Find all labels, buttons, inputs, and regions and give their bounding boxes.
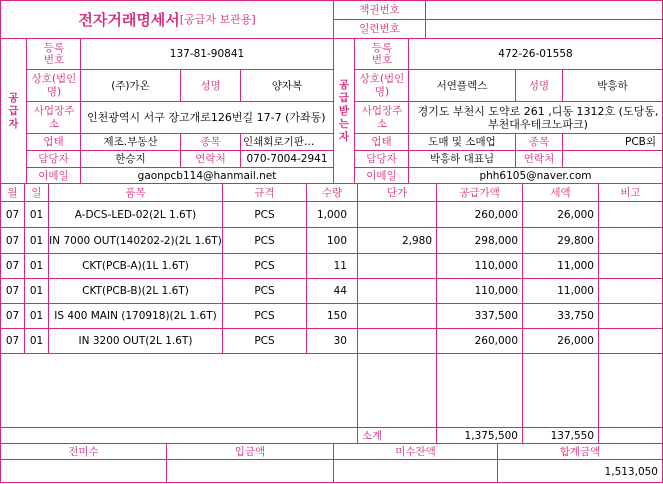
supplier-manager-label: 담당자 [38,153,69,165]
supplier-name-label: 상호(법인명) [31,72,77,98]
item-spec: PCS [254,285,275,297]
supplier-reg-no: 137-81-90841 [169,48,245,60]
col-item-header: 품목 [125,186,146,199]
item-month: 07 [5,335,20,347]
buyer-biz-item-label: 종목 [528,136,550,148]
supplier-addr-label: 사업장주소 [33,104,75,130]
item-note [599,202,662,227]
item-name: IS 400 MAIN (170918)(2L 1.6T) [54,310,217,322]
item-month: 07 [5,310,20,322]
col-day-header: 일 [31,186,42,199]
item-name: IN 7000 OUT(140202-2)(2L 1.6T) [49,234,222,247]
title-subtitle: [공급자 보관용] [179,12,256,26]
item-note [599,279,662,303]
item-spec: PCS [254,260,275,272]
buyer-reg-no: 472-26-01558 [498,48,573,60]
item-qty: 11 [333,260,347,272]
item-supply: 260,000 [474,335,518,347]
buyer-side-char: 급 [338,91,350,104]
buyer-email-label: 이메일 [366,169,397,182]
supplier-address: 인천광역시 서구 장고개로126번길 17-7 (가좌동) [87,111,326,124]
supplier-rep-label: 성명 [200,79,221,92]
subtotal-tax: 137,550 [550,429,594,442]
item-day: 01 [29,234,44,247]
buyer-phone-label: 연락처 [523,153,555,165]
item-spec: PCS [254,208,275,221]
buyer-manager-label: 담당자 [366,153,397,165]
buyer-address: 경기도 부천시 도약로 261 ,디동 1312호 (도당동, 부천대우테크노파크) [417,104,659,131]
item-unit-price: 2,980 [401,234,432,247]
subtotal-label: 소계 [361,429,383,442]
unpaid-value [1,460,166,483]
buyer-side-char: 는 [338,117,350,130]
item-name: A-DCS-LED-02(2L 1.6T) [74,208,197,221]
col-supply-header: 공급가액 [459,186,500,199]
buyer-rep-label: 성명 [528,79,550,92]
item-qty: 100 [326,234,347,247]
col-month-header: 월 [7,186,18,199]
item-month: 07 [5,260,20,272]
supplier-side-label [1,39,26,183]
supplier-biz-item: 인쇄회로기판… [243,136,315,148]
item-supply: 260,000 [474,208,518,221]
supplier-name: (주)가온 [111,79,150,92]
item-unit-price [358,329,436,353]
buyer-name: 서연플렉스 [436,79,488,92]
unpaid-label: 전미수 [68,445,99,458]
buyer-addr-label: 사업장주소 [361,104,403,130]
supplier-side-char: 공 [8,91,19,104]
col-spec-header: 규격 [254,186,275,199]
buyer-side-label [334,39,354,183]
supplier-biz-type: 제조.부동산 [103,136,158,148]
document-title [1,1,333,38]
buyer-biz-item: PCB외 [624,136,656,148]
col-qty-header: 수량 [321,186,343,199]
item-month: 07 [5,234,20,247]
item-month: 07 [5,208,20,221]
buyer-biz-type: 도매 및 소매업 [428,136,496,148]
item-unit-price [358,254,436,278]
balance-label: 미수잔액 [395,445,436,458]
item-qty: 30 [333,335,347,347]
total-label: 합계금액 [559,445,601,458]
item-tax: 29,800 [557,234,594,247]
buyer-reg-no-label: 등록번호 [371,42,393,66]
buyer-name-label: 상호(법인명) [359,72,405,98]
item-spec: PCS [254,310,275,322]
col-note-header: 비고 [620,186,641,199]
item-tax: 11,000 [557,260,594,272]
col-tax-header: 세액 [550,186,571,199]
supplier-email: gaonpcb114@hanmail.net [137,169,277,182]
supplier-phone-label: 연락처 [195,153,226,165]
item-month: 07 [5,285,20,297]
buyer-phone [563,151,662,167]
item-supply: 337,500 [474,310,518,322]
item-name: CKT(PCB-B)(2L 1.6T) [82,285,189,297]
buyer-rep: 박흥하 [597,79,628,92]
item-supply: 110,000 [474,260,518,272]
item-unit-price [358,304,436,328]
col-unit-price-header: 단가 [386,186,408,199]
item-note [599,304,662,328]
item-qty: 44 [333,285,347,297]
item-name: CKT(PCB-A)(1L 1.6T) [82,260,189,272]
item-note [599,254,662,278]
book-number-label: 책권번호 [359,4,400,16]
buyer-manager: 박흥하 대표님 [429,153,495,165]
item-tax: 11,000 [557,285,594,297]
deposit-value [167,460,333,483]
item-qty: 1,000 [316,208,347,221]
buyer-side-char: 공 [338,78,350,91]
balance-value [334,460,497,483]
deposit-label: 입금액 [234,445,266,458]
item-tax: 26,000 [557,208,594,221]
item-note [599,329,662,353]
item-supply: 110,000 [474,285,518,297]
item-spec: PCS [254,234,275,247]
item-day: 01 [29,208,44,221]
supplier-biz-item-label: 종목 [200,136,221,148]
item-note [599,228,662,253]
supplier-side-char: 자 [8,117,19,130]
item-day: 01 [29,285,44,297]
item-spec: PCS [254,335,275,347]
supplier-rep: 양자복 [271,79,303,92]
serial-number-label: 일련번호 [359,23,400,35]
item-qty: 150 [326,310,347,322]
item-supply: 298,000 [474,234,518,247]
buyer-side-char: 자 [338,130,350,143]
buyer-email: phh6105@naver.com [479,169,592,182]
serial-number-value[interactable] [426,20,662,38]
supplier-side-char: 급 [8,104,19,117]
total-value: 1,513,050 [604,465,658,478]
buyer-side-char: 받 [338,104,350,117]
item-name: IN 3200 OUT(2L 1.6T) [78,335,193,347]
supplier-phone: 070-7004-2941 [246,153,328,165]
supplier-manager: 한승지 [115,153,146,165]
subtotal-supply: 1,375,500 [464,429,518,442]
supplier-reg-no-label: 등록번호 [43,42,65,66]
item-unit-price [358,279,436,303]
supplier-email-label: 이메일 [38,169,69,182]
title-text: 전자거래명세서 [78,10,180,29]
item-tax: 26,000 [557,335,594,347]
item-day: 01 [29,310,44,322]
supplier-biz-type-label: 업태 [43,136,64,148]
book-number-value[interactable] [426,1,662,19]
item-day: 01 [29,260,44,272]
item-tax: 33,750 [557,310,594,322]
buyer-biz-type-label: 업태 [371,136,392,148]
item-day: 01 [29,335,44,347]
item-unit-price [358,202,436,227]
